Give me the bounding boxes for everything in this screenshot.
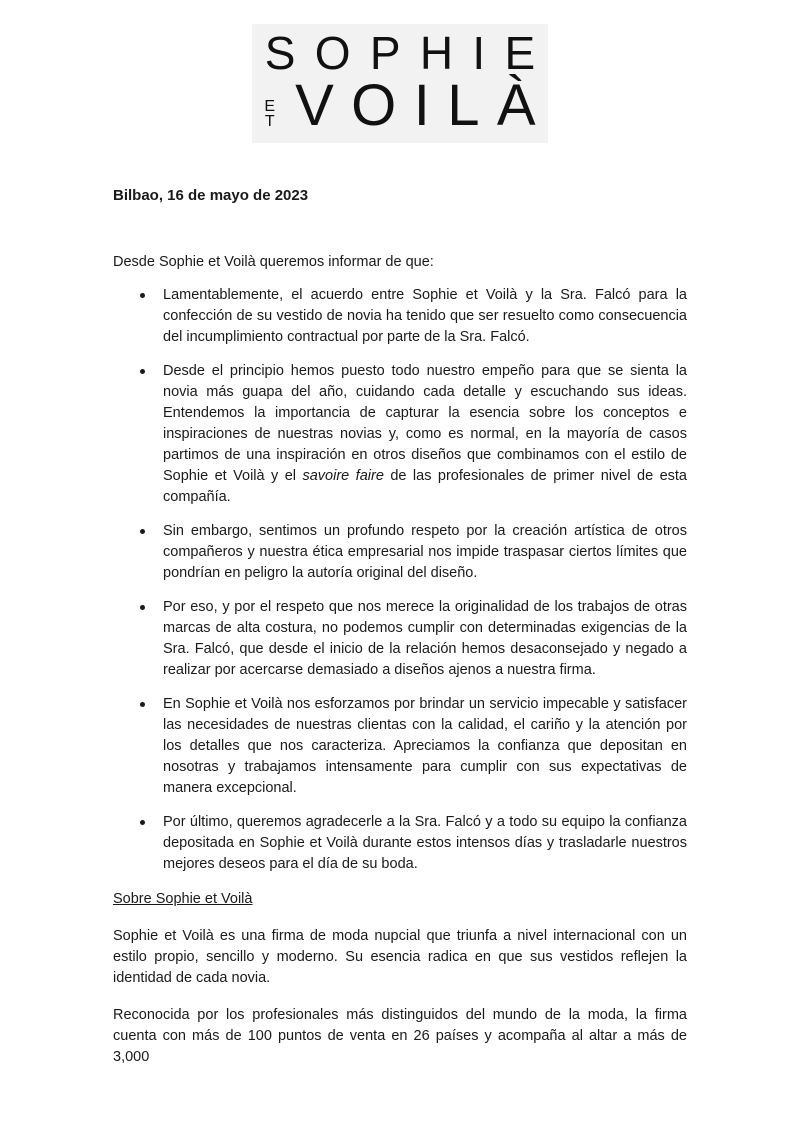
bullet-item (163, 812, 687, 875)
bullet-item (163, 521, 687, 584)
logo-line-2 (264, 73, 553, 138)
logo-et-stack (264, 99, 275, 130)
bullet-list (113, 285, 687, 875)
bullet-item (163, 361, 687, 508)
logo-word-voila: VOILÀ (295, 73, 553, 138)
letter-body (0, 185, 800, 1068)
intro-paragraph: Desde Sophie et Voilà queremos informar de que: (113, 254, 434, 271)
brand-logo (252, 24, 555, 143)
bullet-italic-text: savoire faire (302, 468, 384, 485)
dateline: Bilbao, 16 de mayo de 2023 (113, 187, 309, 205)
bullet-text: Lamentablemente, el acuerdo entre Sophie et Voilà y la Sra. Falcó para la confección de su vestido de novia ha tenido que ser resuelto como consecuencia del incumplimiento contractual por parte de la Sra. Falcó. (163, 287, 687, 346)
about-heading: Sobre Sophie et Voilà (113, 891, 253, 908)
about-paragraph-1: Sophie et Voilà es una firma de moda nupcial que triunfa a nivel internacional con un estilo propio, sencillo y moderno. Su esencia radica en que sus vestidos reflejen la identidad de cada novia. (113, 928, 687, 987)
about-paragraph-2: Reconocida por los profesionales más distinguidos del mundo de la moda, la firma cuenta con más de 100 puntos de venta en 26 países y acompaña al altar a más de 3,000 (113, 1007, 687, 1066)
bullet-text: Sin embargo, sentimos un profundo respeto por la creación artística de otros compañeros y nuestra ética empresarial nos impide traspasar ciertos límites que pondrían en peligro la autoría original del diseño. (163, 523, 687, 582)
bullet-item (163, 694, 687, 799)
bullet-item (163, 285, 687, 348)
logo-letter-t: T (264, 113, 275, 131)
bullet-text: Por eso, y por el respeto que nos merece la originalidad de los trabajos de otras marcas de alta costura, no podemos cumplir con determinadas exigencias de la Sra. Falcó, que desde el inicio de la relación hemos desaconsejado y negado a realizar por acercarse demasiado a diseños ajenos a nuestra firma. (163, 599, 687, 679)
bullet-text: Por último, queremos agradecerle a la Sra. Falcó y a todo su equipo la confianza depositada en Sophie et Voilà durante estos intensos días y trasladarle nuestros mejores deseos para el día de su boda. (163, 814, 687, 873)
bullet-text: Desde el principio hemos puesto todo nuestro empeño para que se sienta la novia más guapa del año, cuidando cada detalle y escuchando sus ideas. Entendemos la importancia de capturar la esencia sobre los conceptos e inspiraciones de nuestras novias y, como es normal, en la mayoría de casos partimos de una inspiración en otros diseños que combinamos con el estilo de Sophie et Voilà y el (163, 363, 687, 485)
logo-letter-e: E (264, 97, 276, 115)
bullet-text: En Sophie et Voilà nos esforzamos por brindar un servicio impecable y satisfacer las necesidades de nuestras clientas con la calidad, el cariño y la atención por los detalles que nos caracteriza. Apreciamos la confianza que depositan en nosotras y trabajamos intensamente para cumplir con sus expectativas de manera excepcional. (163, 696, 687, 797)
logo-band (0, 0, 800, 143)
logo-word-sophie: SOPHIE (264, 27, 555, 79)
bullet-item (163, 597, 687, 681)
bullet-text: de las profesionales de primer nivel de esta compañía. (163, 468, 687, 506)
